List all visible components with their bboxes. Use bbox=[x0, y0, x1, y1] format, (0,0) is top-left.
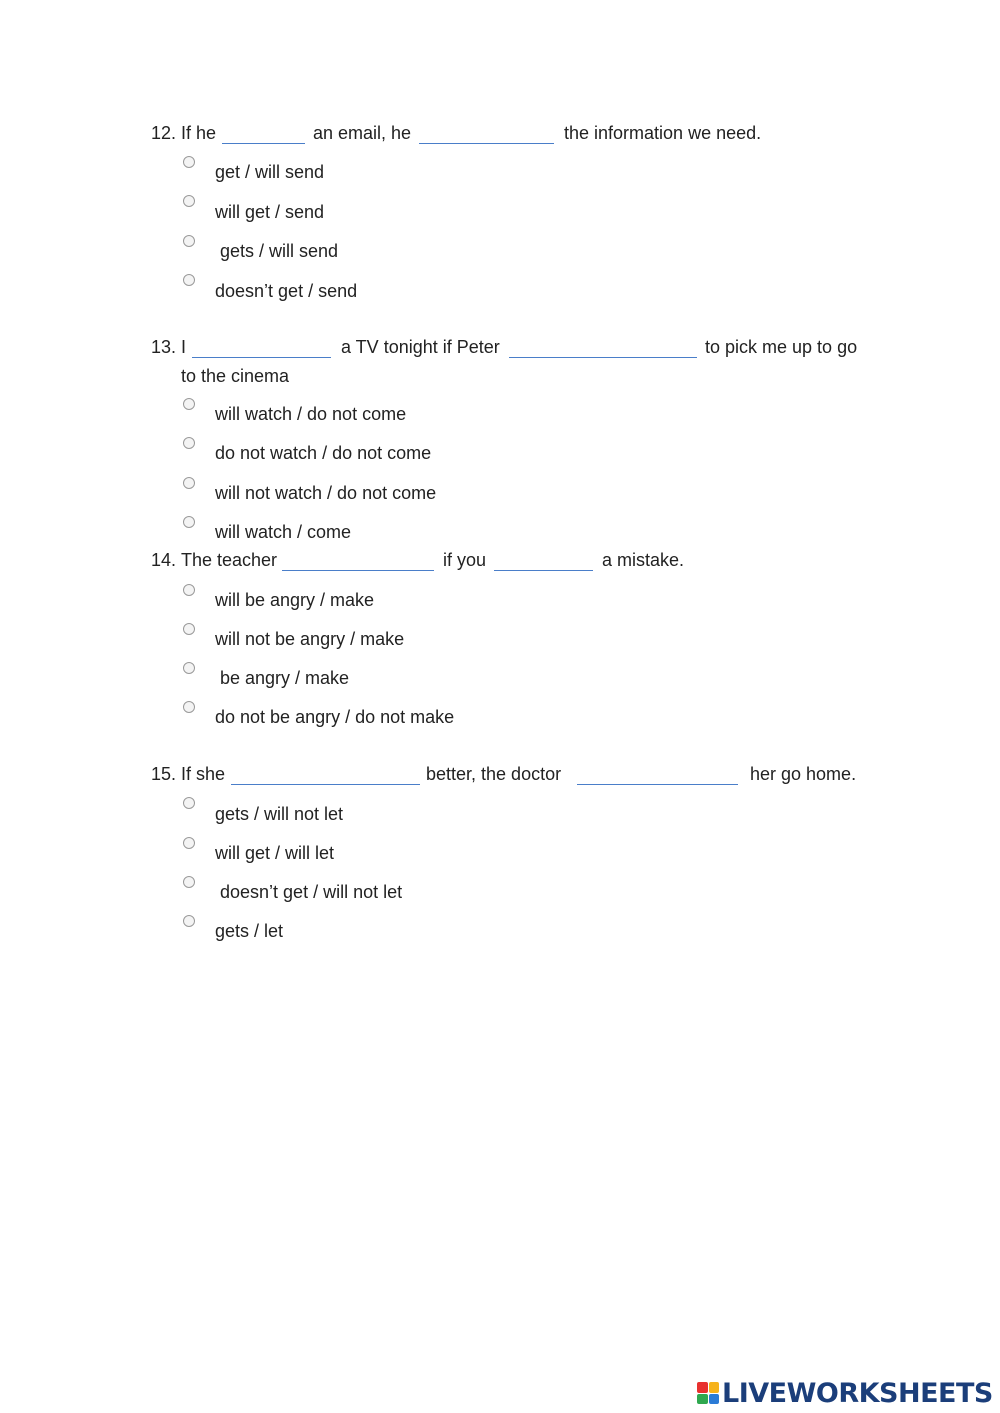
logo-square bbox=[709, 1382, 720, 1393]
question-number: 15. bbox=[151, 764, 177, 784]
answer-blank[interactable] bbox=[419, 122, 554, 144]
option-label: will watch / do not come bbox=[215, 404, 407, 424]
answer-blank[interactable] bbox=[222, 122, 305, 144]
radio-option[interactable] bbox=[183, 915, 195, 927]
option-label: will be angry / make bbox=[215, 590, 375, 610]
radio-option[interactable] bbox=[183, 584, 195, 596]
radio-option[interactable] bbox=[183, 398, 195, 410]
question-text: her go home. bbox=[750, 764, 857, 784]
question-15 bbox=[151, 763, 871, 785]
radio-option[interactable] bbox=[183, 797, 195, 809]
question-text: to pick me up to go bbox=[705, 337, 858, 357]
option-label: do not watch / do not come bbox=[215, 443, 432, 463]
logo-text: LIVEWORKSHEETS bbox=[722, 1377, 993, 1409]
logo-square bbox=[697, 1382, 708, 1393]
question-text: a mistake. bbox=[602, 550, 685, 570]
question-text: the information we need. bbox=[564, 123, 762, 143]
option-label: doesn’t get / will not let bbox=[220, 882, 403, 902]
option-label: get / will send bbox=[215, 162, 325, 182]
option-label: gets / let bbox=[215, 921, 284, 941]
radio-option[interactable] bbox=[183, 516, 195, 528]
radio-option[interactable] bbox=[183, 156, 195, 168]
answer-blank[interactable] bbox=[192, 336, 331, 358]
question-number: 14. bbox=[151, 550, 177, 570]
option-label: gets / will not let bbox=[215, 804, 344, 824]
answer-blank[interactable] bbox=[577, 763, 738, 785]
question-14 bbox=[151, 549, 751, 571]
radio-option[interactable] bbox=[183, 477, 195, 489]
logo-square bbox=[709, 1394, 720, 1405]
option-label: will not watch / do not come bbox=[215, 483, 437, 503]
question-text: if you bbox=[443, 550, 487, 570]
radio-option[interactable] bbox=[183, 274, 195, 286]
question-text: The teacher bbox=[181, 550, 278, 570]
question-text: If she bbox=[181, 764, 226, 784]
question-12 bbox=[151, 122, 851, 144]
answer-blank[interactable] bbox=[494, 549, 593, 571]
radio-option[interactable] bbox=[183, 235, 195, 247]
liveworksheets-logo-icon bbox=[697, 1382, 719, 1404]
radio-option[interactable] bbox=[183, 662, 195, 674]
option-label: gets / will send bbox=[220, 241, 339, 261]
option-label: will watch / come bbox=[215, 522, 352, 542]
question-number: 13. bbox=[151, 337, 177, 357]
radio-option[interactable] bbox=[183, 195, 195, 207]
liveworksheets-logo bbox=[697, 1377, 993, 1409]
option-label: will not be angry / make bbox=[215, 629, 405, 649]
option-label: will get / send bbox=[215, 202, 325, 222]
question-text: If he bbox=[181, 123, 217, 143]
radio-option[interactable] bbox=[183, 876, 195, 888]
question-number: 12. bbox=[151, 123, 177, 143]
question-13 bbox=[151, 336, 871, 358]
option-label: do not be angry / do not make bbox=[215, 707, 455, 727]
radio-option[interactable] bbox=[183, 837, 195, 849]
logo-square bbox=[697, 1394, 708, 1405]
question-text: an email, he bbox=[313, 123, 412, 143]
question-13-continuation: to the cinema bbox=[181, 366, 290, 386]
question-text: I bbox=[181, 337, 187, 357]
radio-option[interactable] bbox=[183, 701, 195, 713]
option-label: be angry / make bbox=[220, 668, 350, 688]
radio-option[interactable] bbox=[183, 437, 195, 449]
question-text: better, the doctor bbox=[426, 764, 562, 784]
option-label: doesn’t get / send bbox=[215, 281, 358, 301]
question-text: a TV tonight if Peter bbox=[341, 337, 500, 357]
option-label: will get / will let bbox=[215, 843, 335, 863]
answer-blank[interactable] bbox=[231, 763, 420, 785]
radio-option[interactable] bbox=[183, 623, 195, 635]
answer-blank[interactable] bbox=[282, 549, 434, 571]
answer-blank[interactable] bbox=[509, 336, 697, 358]
